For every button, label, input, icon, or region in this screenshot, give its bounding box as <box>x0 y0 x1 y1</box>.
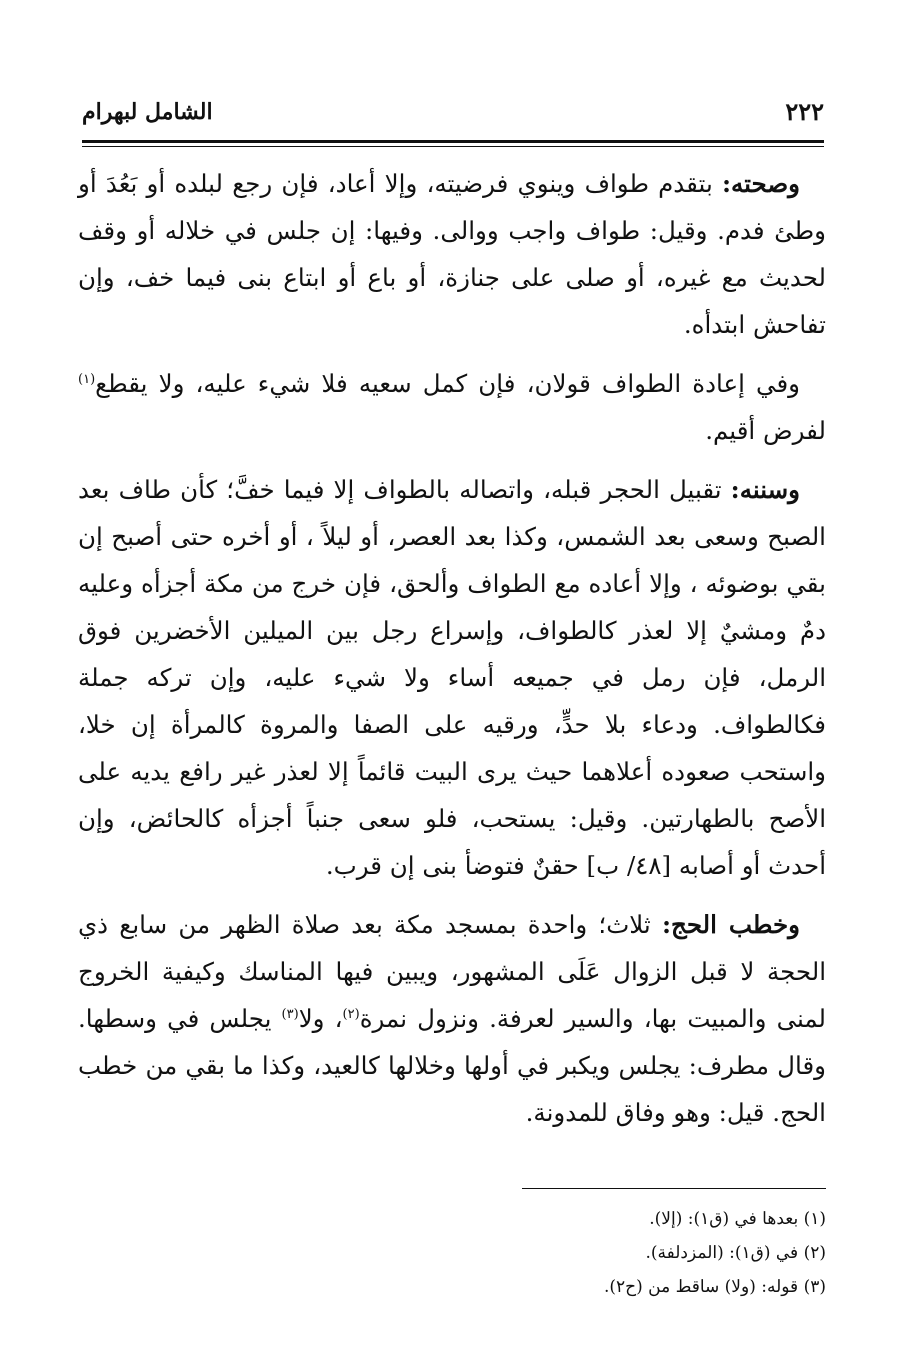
header-rule-thin <box>82 146 824 147</box>
main-text <box>78 160 826 1148</box>
header-rule-thick <box>82 140 824 143</box>
paragraph-text: وفي إعادة الطواف قولان، فإن كمل سعيه فلا شيء عليه، ولا يقطع <box>95 369 800 398</box>
page-header <box>82 95 824 135</box>
footnote-ref: (١) <box>78 371 96 387</box>
page-number: ٢٢٢ <box>785 97 824 126</box>
footnote-3: (٣) قوله: (ولا) ساقط من (ح٢). <box>603 1277 826 1297</box>
paragraph-hajj-sermons <box>78 901 826 1136</box>
footnote-1: (١) بعدها في (ق١): (إلا). <box>649 1209 826 1229</box>
paragraph-lead: وسننه: <box>730 475 800 504</box>
footnote-ref: (٣) <box>281 1006 299 1022</box>
paragraph-sunan <box>78 466 826 889</box>
running-title: الشامل لبهرام <box>82 99 213 125</box>
paragraph-text: ثلاث؛ واحدة بمسجد مكة بعد صلاة الظهر من سابع ذي الحجة لا قبل الزوال عَلَى المشهور، ويبين فيها المناسك وكيفية الخروج لمنى والمبيت بها، والسير لعرفة. ونزول نمرة <box>78 910 827 1033</box>
paragraph-validity <box>78 160 826 348</box>
footnote-rule <box>522 1188 826 1189</box>
paragraph-lead: وخطب الحج: <box>661 910 801 939</box>
paragraph-text: تقبيل الحجر قبله، واتصاله بالطواف إلا فيما خفَّ؛ كأن طاف بعد الصبح وسعى بعد الشمس، وكذا بعد العصر، أو ليلاً ، أو أخره حتى أصبح إن بقي بوضوئه ، وإلا أعاده مع الطواف وألحق، فإن خرج من مكة أجزأه وعليه دمٌ ومشيٌ إلا لعذر كالطواف، وإسراع رجل بين الميلين الأخضرين فوق الرمل، فإن رمل في جميعه أساء ولا شيء عليه، وإن تركه جملة فكالطواف. ودعاء بلا حدٍّ، ورقيه على الصفا والمروة كالمرأة إن خلا، واستحب صعوده أعلاهما حيث يرى البيت قائماً إلا لعذر غير رافع يديه على الأصح بالطهارتين. وقيل: يستحب، فلو سعى جنباً أجزأه كالحائض، وإن أحدث أو أصابه [٤٨/ ب] حقنٌ فتوضأ بنى إن قرب. <box>78 475 826 880</box>
footnote-2: (٢) في (ق١): (المزدلفة). <box>645 1243 826 1263</box>
paragraph-text: يجلس في وسطها. وقال مطرف: يجلس ويكبر في أولها وخلالها كالعيد، وكذا ما بقي من خطب الحج. قيل: وهو وفاق للمدونة. <box>78 1004 826 1127</box>
paragraph-text: ، ولا <box>298 1004 343 1033</box>
footnote-ref: (٢) <box>342 1006 360 1022</box>
footnotes <box>300 1202 826 1304</box>
paragraph-lead: وصحته: <box>721 169 801 198</box>
paragraph-text: بتقدم طواف وينوي فرضيته، وإلا أعاد، فإن رجع لبلده أو بَعُدَ أو وطئ فدم. وقيل: طواف واجب ووالى. وفيها: إن جلس في خلاله أو وقف لحديث مع غيره، أو صلى على جنازة، أو باع أو ابتاع بنى فيما خف، وإن تفاحش ابتدأه. <box>78 169 826 339</box>
paragraph-repeat-tawaf <box>78 360 826 454</box>
paragraph-text: لفرض أقيم. <box>705 416 826 445</box>
